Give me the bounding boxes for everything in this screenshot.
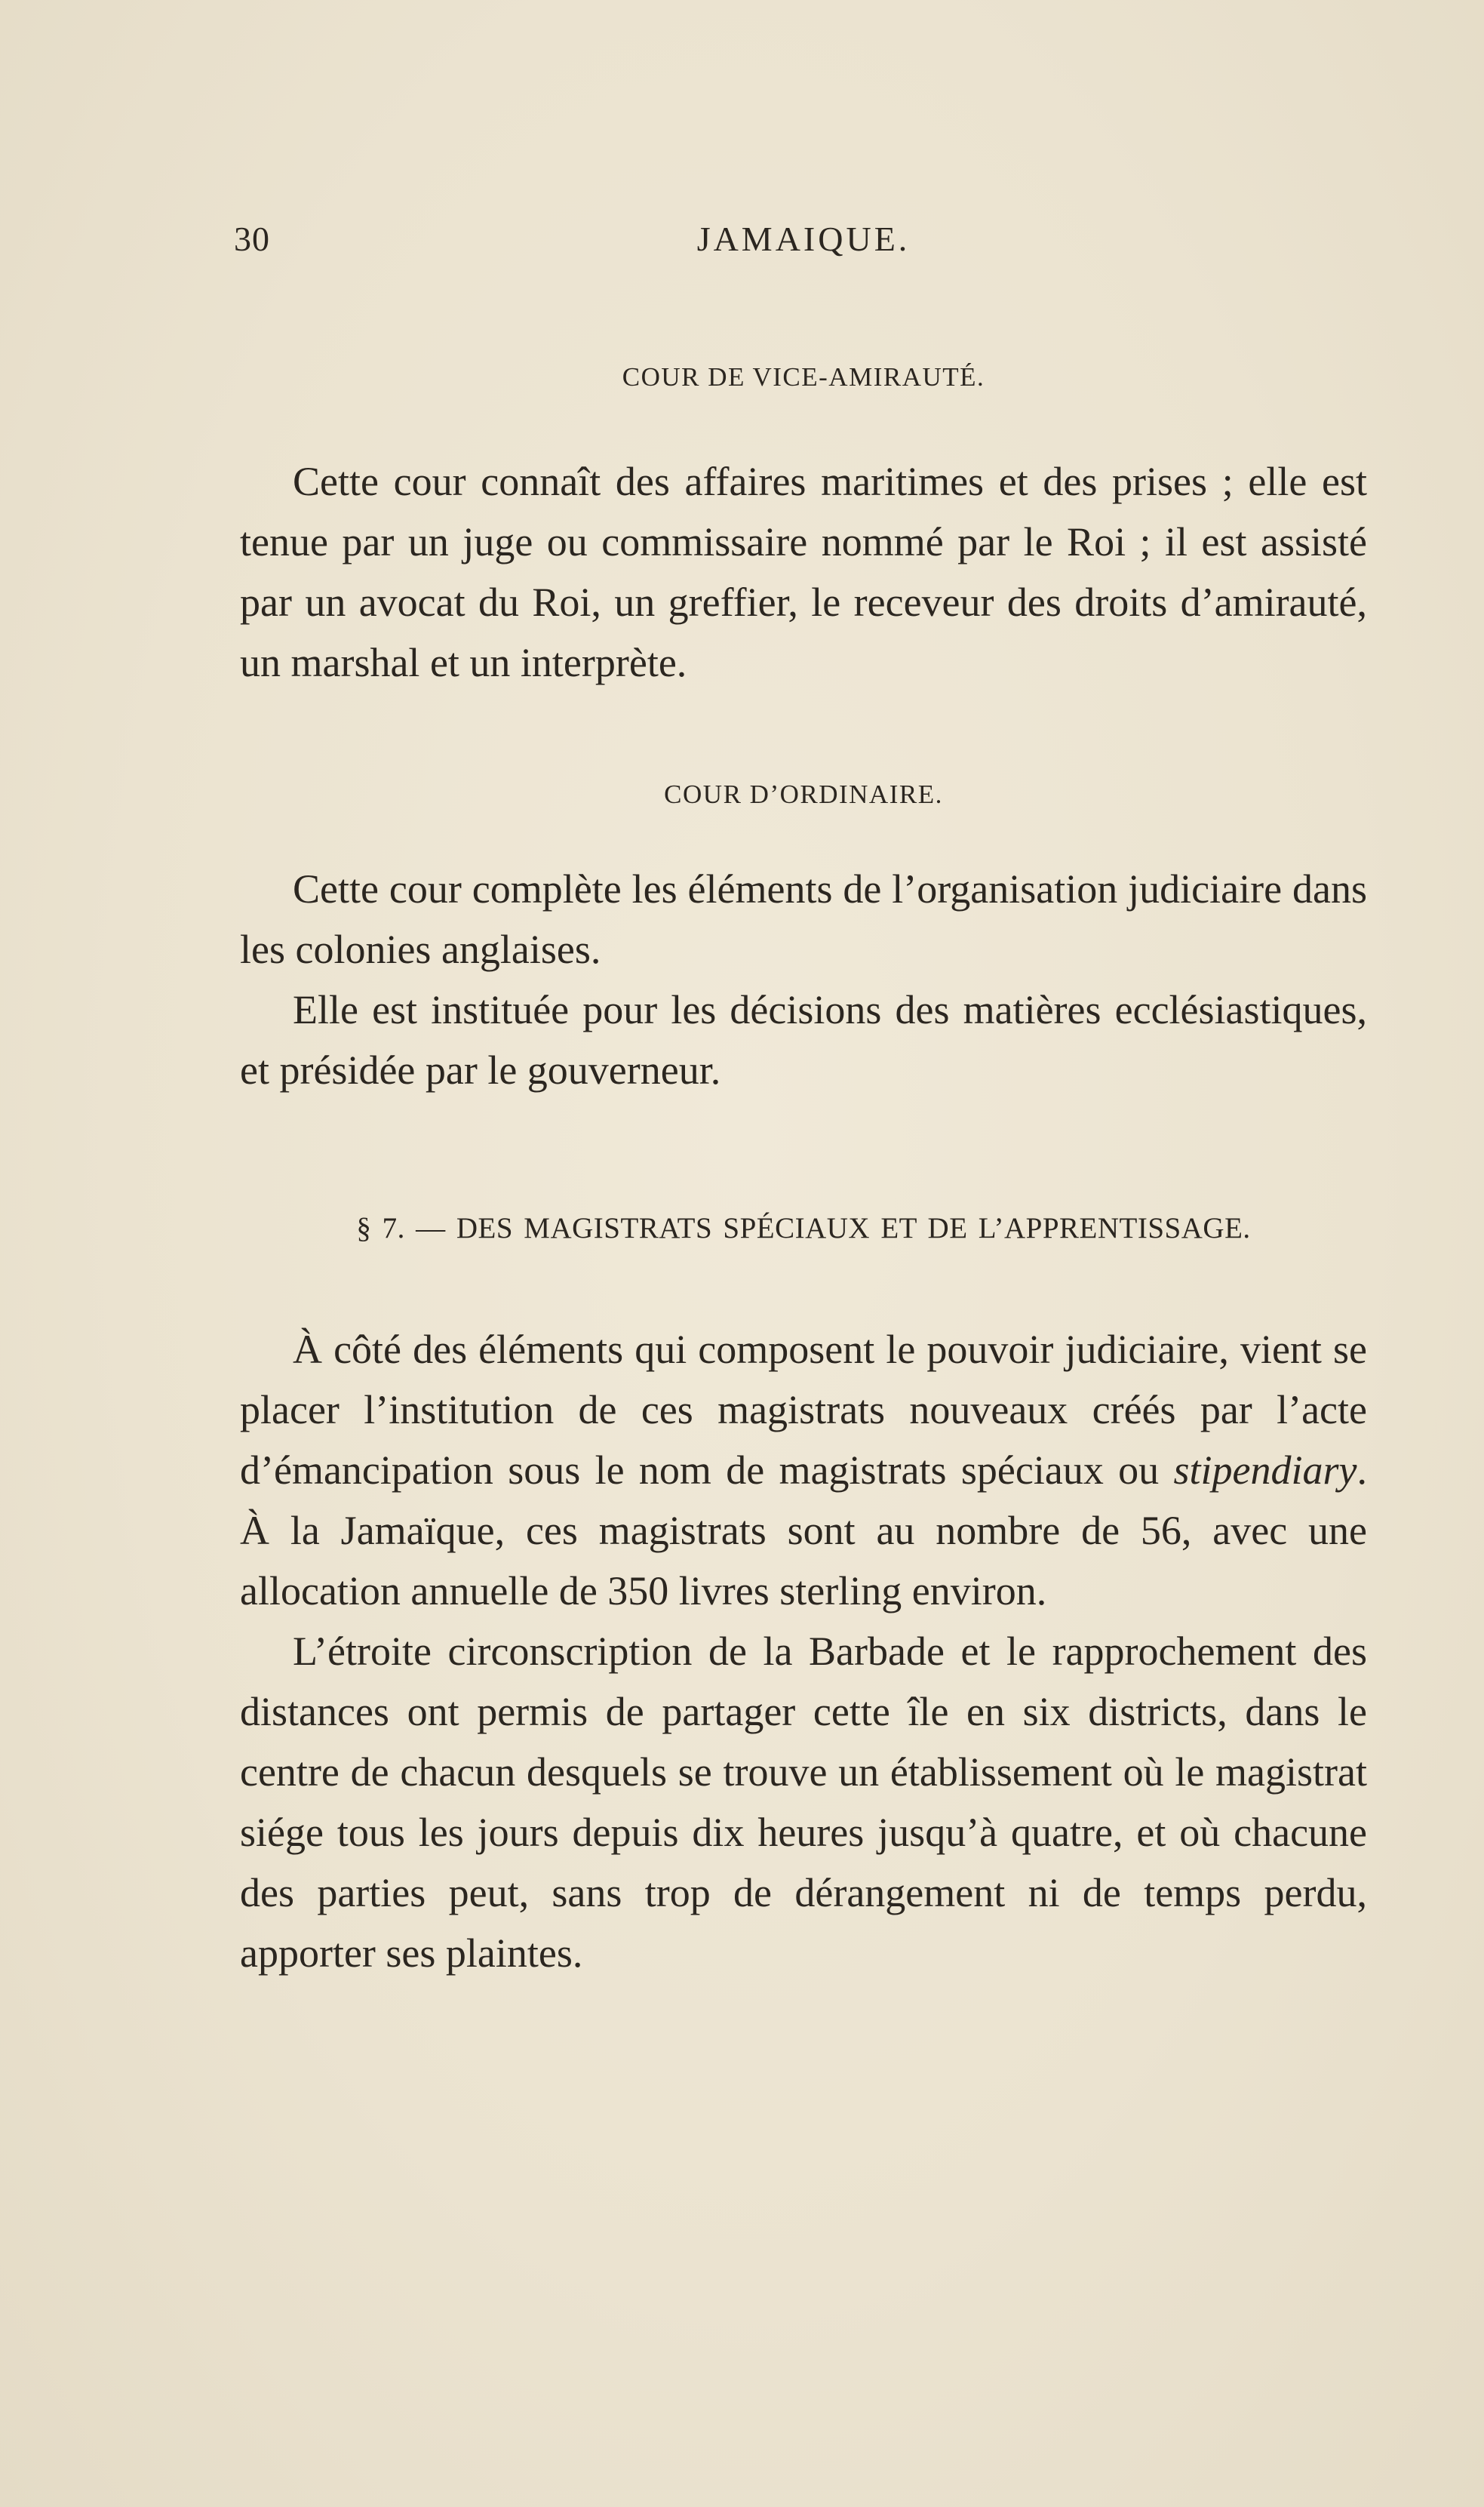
paragraph-magistrates-1 [240,1319,1367,1621]
section-vice-admiralty [240,355,1367,400]
paragraph-magistrates-2: L’étroite circonscription de la Barbade et le rapprochement des distances ont permis de partager cette île en six districts, dans le centre de chacun desquels se trouve un établissement où le magistrat siége tous les jours depuis dix heures jusqu’à quatre, et où chacune des parties peut, sans trop de dérangement ni de temps perdu, apporter ses plaintes. [240,1629,1367,1976]
section-magistrates [240,1206,1367,1251]
paragraph-block-magistrates [240,1319,1367,1983]
paragraph-block-ordinary [240,859,1367,1100]
paragraph-magistrates-1-italic-term: stipendiary [1173,1447,1357,1493]
section-title-magistrates: § 7. — DES MAGISTRATS SPÉCIAUX ET DE L’APPRENTISSAGE. [356,1212,1251,1244]
page-number: 30 [234,220,270,258]
paragraph-block-vice-admiralty [240,451,1367,693]
paragraph-ordinary-2: Elle est instituée pour les décisions des matières ecclésiastiques, et présidée par le gouverneur. [240,987,1367,1093]
running-title: JAMAIQUE. [696,220,911,258]
page-header [234,219,1373,272]
paragraph-ordinary-1: Cette cour complète les éléments de l’organisation judiciaire dans les colonies anglaises. [240,866,1367,972]
section-ordinary [240,772,1367,817]
paragraph-magistrates-1-text-end: . À la Jamaïque, ces magistrats sont au nombre de 56, avec une allocation annuelle de 350 livres sterling environ. [240,1447,1368,1613]
section-heading-ordinary: COUR D’ORDINAIRE. [664,780,943,809]
paragraph-vice-admiralty: Cette cour connaît des affaires maritimes et des prises ; elle est tenue par un juge ou commissaire nommé par le Roi ; il est assisté par un avocat du Roi, un greffier, le receveur des droits d’amirauté, un marshal et un interprète. [240,459,1367,685]
section-heading-vice-admiralty: COUR DE VICE-AMIRAUTÉ. [622,362,985,392]
paragraph-magistrates-1-text: À côté des éléments qui composent le pouvoir judiciaire, vient se placer l’institution de ces magistrats nouveaux créés par l’acte d’émancipation sous le nom de magistrats spéciaux ou [240,1327,1367,1493]
